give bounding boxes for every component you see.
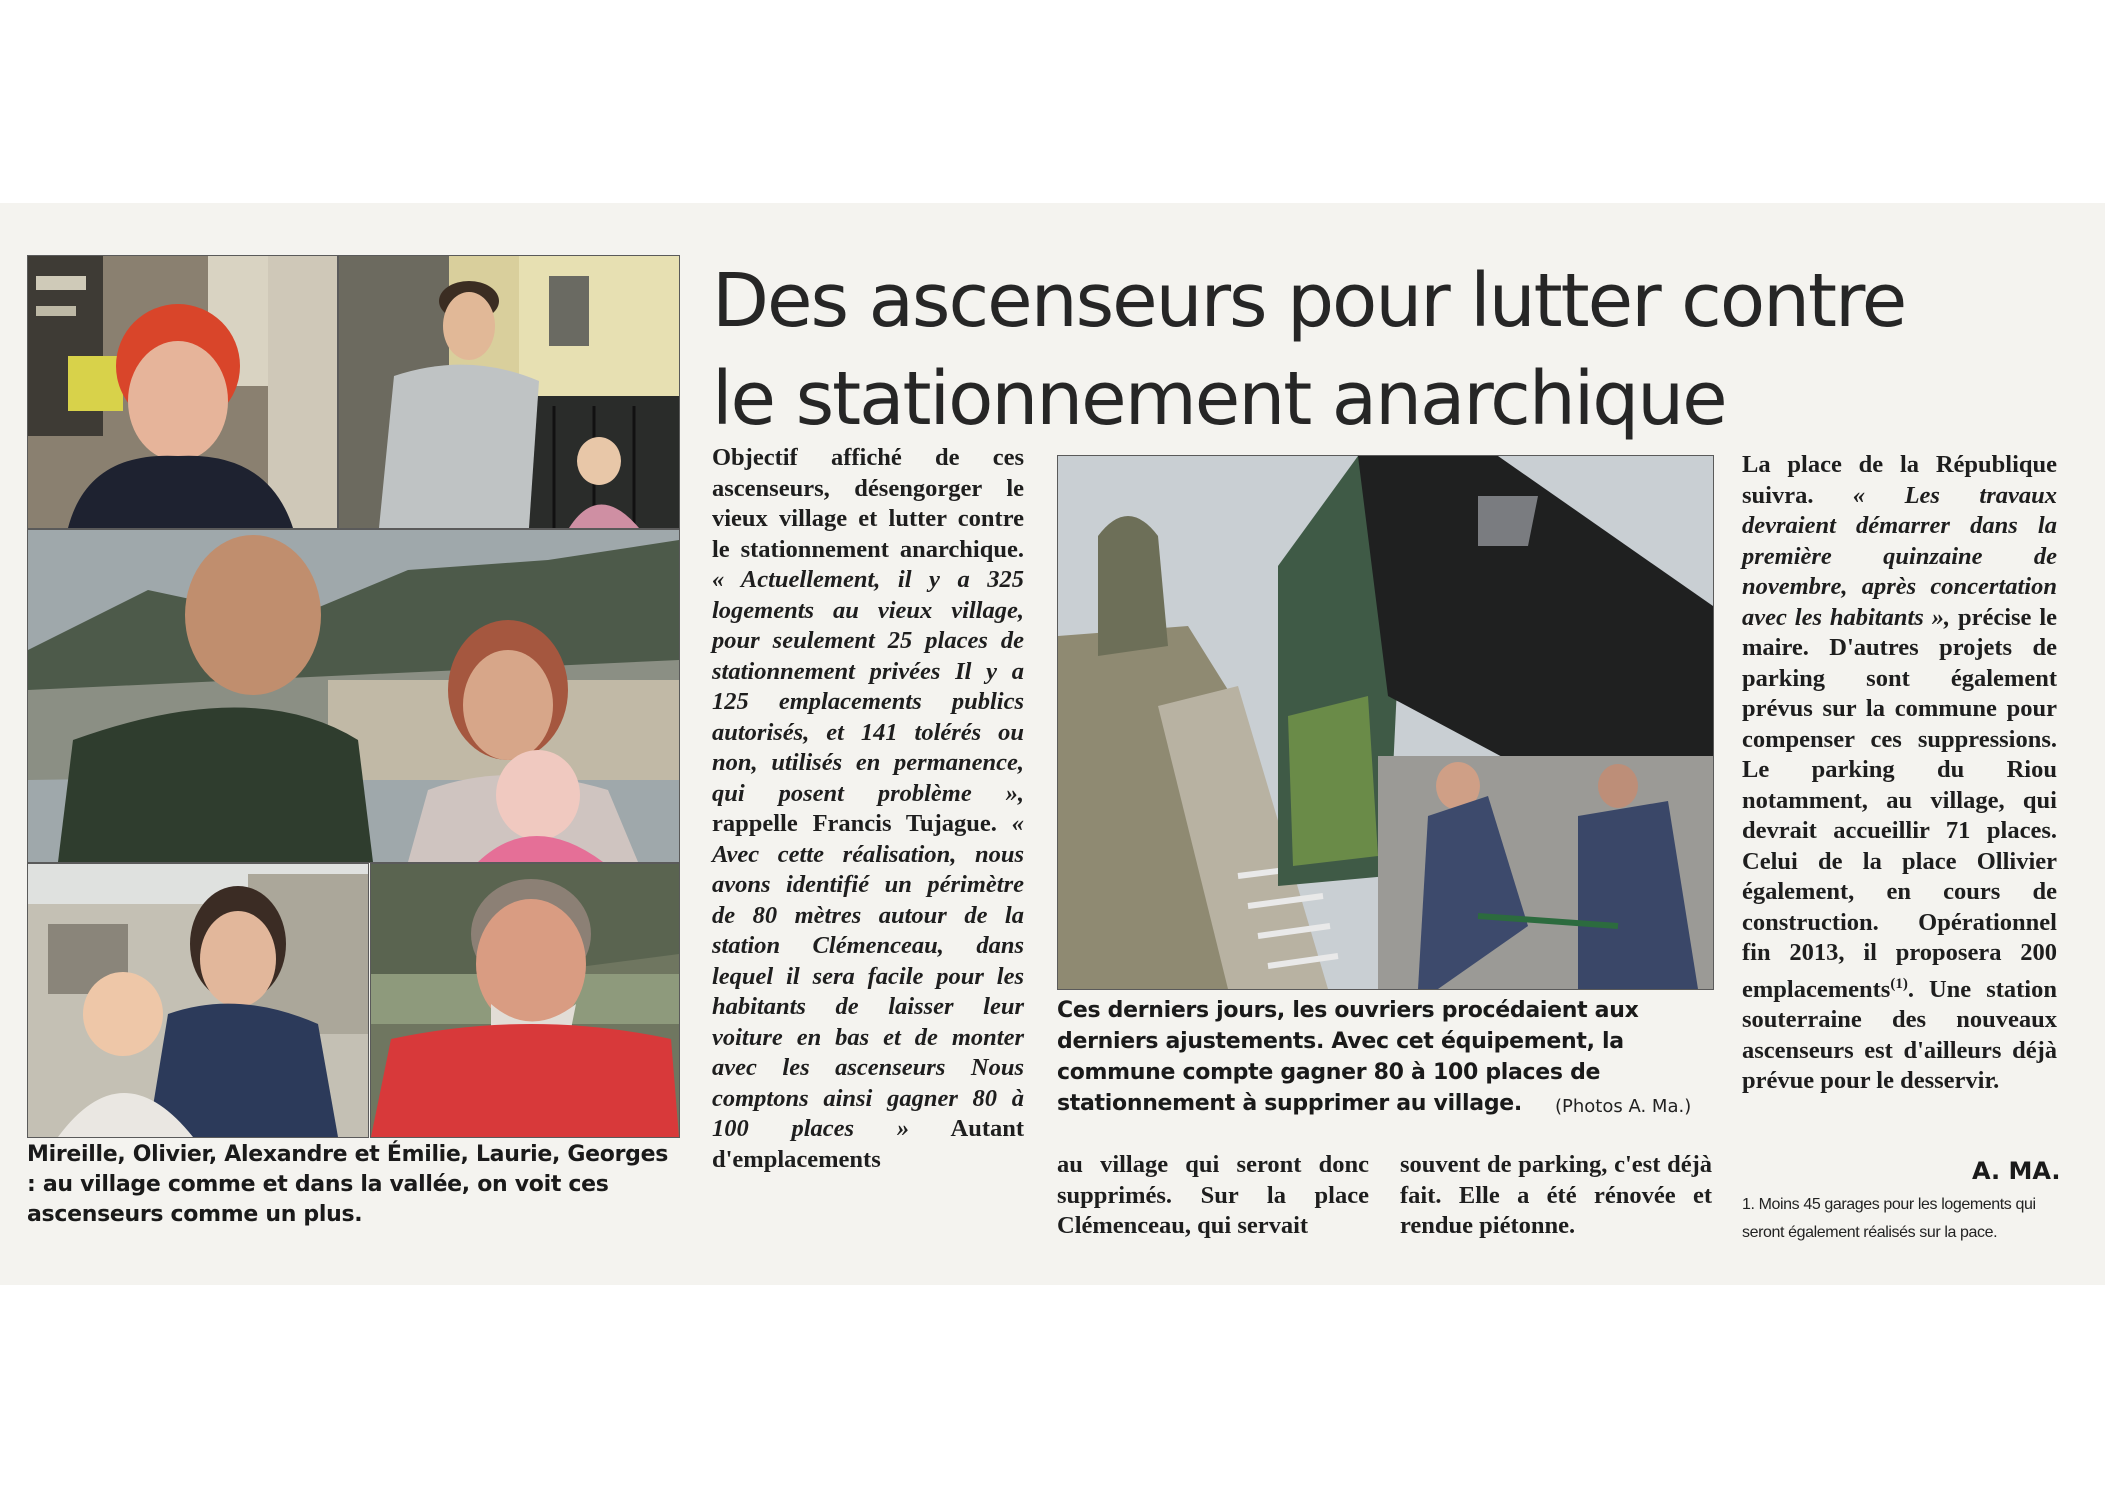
col4-quote: « Les travaux devraient démarrer dans la première quinzaine de novembre, après concertation avec les habitants », (1742, 481, 2057, 631)
caption-portraits: Mireille, Olivier, Alexandre et Émilie, Laurie, Georges : au village comme et dans la vallée, on voit ces ascenseurs comme un plus. (27, 1142, 669, 1227)
footnote-ref: (1) (1890, 975, 1908, 992)
headline (712, 252, 2032, 448)
article-column-1 (712, 443, 1024, 1175)
headline-line-1: Des ascenseurs pour lutter contre (712, 258, 1906, 344)
col1-quote-1: « Actuellement, il y a 325 logements au vieux village, pour seulement 25 places de stationnement privées Il y a 125 emplacements publics autorisés, et 141 tolérés ou non, utilisés en permanence, qui posent problème », (712, 566, 1024, 807)
col1-quote-2: « Avec cette réalisation, nous avons identifié un périmètre de 80 mètres autour de la station Clémenceau, dans lequel il sera facile pour les habitants de laisser leur voiture en bas et de monter avec les ascenseurs Nous comptons ainsi gagner 80 à 100 places » (712, 810, 1024, 1142)
col4-part-b: précise le maire. D'autres projets de parking sont également prévus sur la commune pour compenser ces suppressions. Le parking du Riou notamment, au village, qui devrait accueillir 71 places. Celui de la place Ollivier également, en cours de construction. Opérationnel fin 2013, il proposera 200 emplacements (1742, 603, 2057, 1003)
author-signature: A. MA. (1972, 1157, 2061, 1185)
photo-older-man-red-shirt (370, 863, 680, 1138)
col1-tail: Autant d'emplacements (712, 1115, 1025, 1173)
photo-credit: (Photos A. Ma.) (1555, 1096, 1692, 1117)
photo-mother-child (27, 863, 369, 1138)
headline-line-2: le stationnement anarchique (712, 356, 1726, 442)
article-column-3: souvent de parking, c'est déjà fait. Elle a été rénovée et rendue piétonne. (1400, 1151, 1712, 1239)
caption-elevator: Ces derniers jours, les ouvriers procédaient aux derniers ajustements. Avec cet équipement, la commune compte gagner 80 à 100 places de stationnement à supprimer au village. (1057, 998, 1639, 1116)
col4-part-a: La place de la République suivra. (1742, 451, 2057, 509)
article-column-4 (1742, 450, 2057, 1097)
article-column-2: au village qui seront donc supprimés. Sur la place Clémenceau, qui servait (1057, 1151, 1369, 1239)
photo-elevator-installation (1057, 455, 1714, 990)
photo-woman-red-hair (27, 255, 338, 529)
photo-young-man-glasses (338, 255, 680, 529)
photo-family-valley (27, 529, 680, 863)
col1-lead: Objectif affiché de ces ascenseurs, désengorger le vieux village et lutter contre le stationnement anarchique. (712, 444, 1024, 563)
col1-attribution: rappelle Francis Tujague. (712, 810, 997, 837)
footnote: 1. Moins 45 garages pour les logements qui seront également réalisés sur la pace. (1742, 1196, 2036, 1241)
col4-part-c: . Une station souterraine des nouveaux ascenseurs est d'ailleurs déjà prévue pour le desservir. (1742, 975, 2057, 1095)
